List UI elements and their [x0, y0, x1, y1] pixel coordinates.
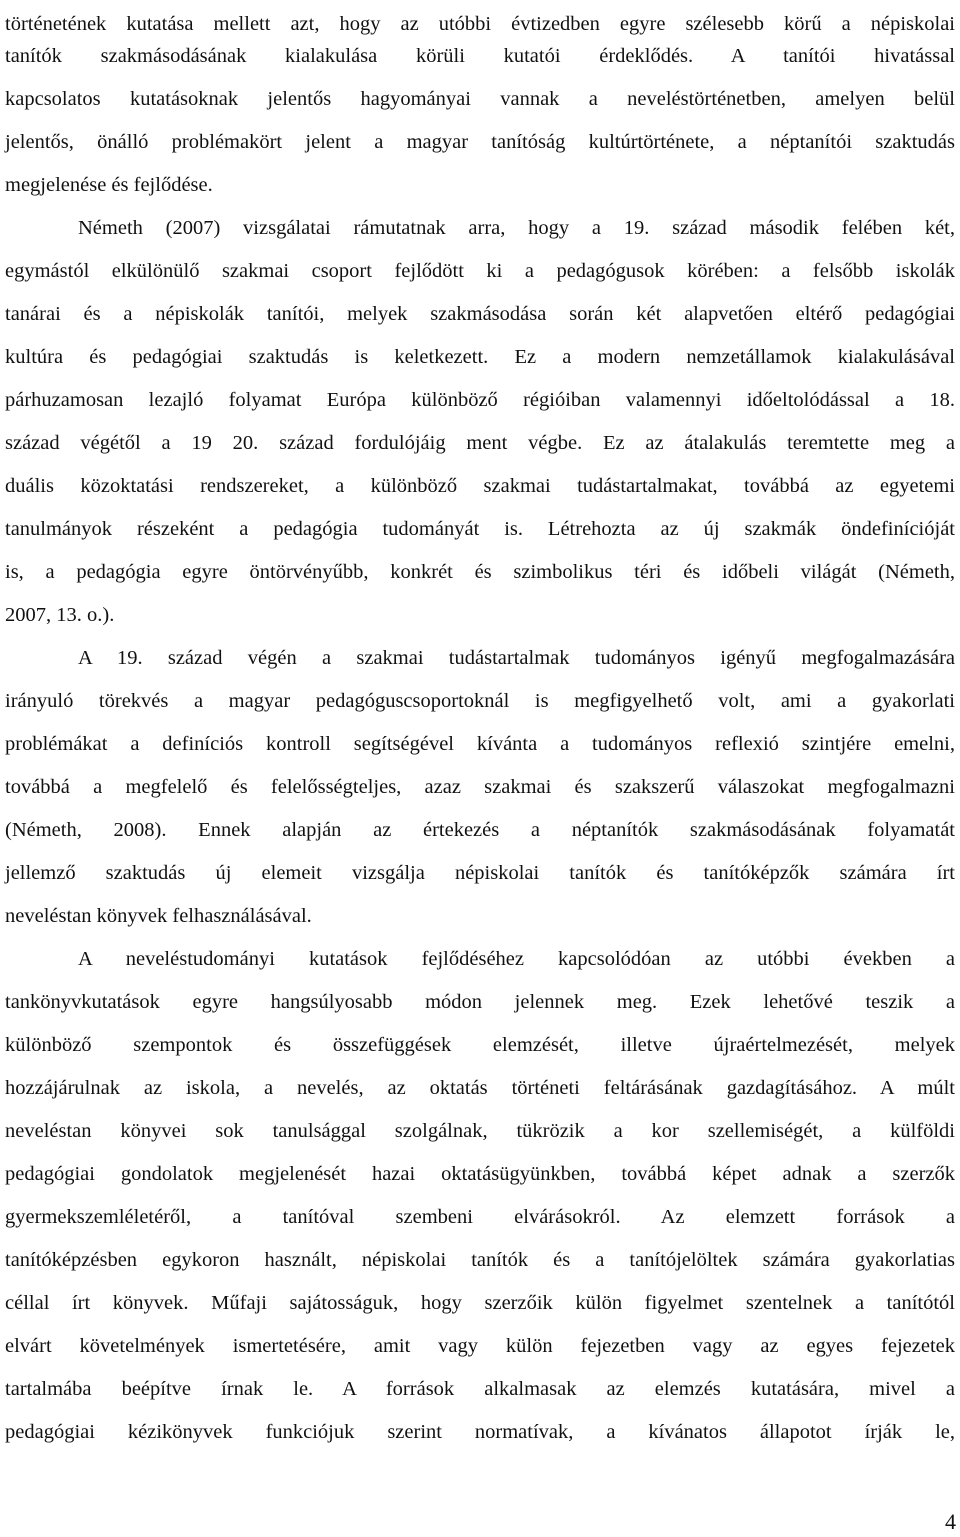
text-line: neveléstan könyvek felhasználásával.	[5, 905, 312, 927]
text-line: pedagógiai kézikönyvek funkciójuk szerint normatívak, a kívánatos állapotot írják le,	[5, 1421, 955, 1443]
text-line: kultúra és pedagógiai szaktudás is keletkezett. Ez a modern nemzetállamok kialakulásával	[5, 346, 955, 368]
text-line: 2007, 13. o.).	[5, 604, 115, 626]
text-line: duális közoktatási rendszereket, a különböző szakmai tudástartalmakat, továbbá az egyetemi	[5, 475, 955, 497]
text-line: irányuló törekvés a magyar pedagóguscsoportoknál is megfigyelhető volt, ami a gyakorlati	[5, 690, 955, 712]
text-line: tanítók szakmásodásának kialakulása körüli kutatói érdeklődés. A tanítói hivatással	[5, 45, 955, 67]
text-line: neveléstan könyvei sok tanulsággal szolgálnak, tükrözik a kor szellemiségét, a külföldi	[5, 1120, 955, 1142]
text-line: problémákat a definíciós kontroll segítségével kívánta a tudományos reflexió szintjére emelni,	[5, 733, 955, 755]
text-line: század végétől a 19 20. század fordulójáig ment végbe. Ez az átalakulás teremtette meg a	[5, 432, 955, 454]
text-line: hozzájárulnak az iskola, a nevelés, az oktatás történeti feltárásának gazdagításához. A múlt	[5, 1077, 955, 1099]
text-line: továbbá a megfelelő és felelősségteljes, azaz szakmai és szakszerű válaszokat megfogalmazni	[5, 776, 955, 798]
text-line: kapcsolatos kutatásoknak jelentős hagyományai vannak a neveléstörténetben, amelyen belül	[5, 88, 955, 110]
text-line: A neveléstudományi kutatások fejlődéséhez kapcsolódóan az utóbbi években a	[78, 948, 955, 970]
text-line: tanítóképzésben egykoron használt, népiskolai tanítók és a tanítójelöltek számára gyakorlatias	[5, 1249, 955, 1271]
text-line: A 19. század végén a szakmai tudástartalmak tudományos igényű megfogalmazására	[78, 647, 955, 669]
text-line: jellemző szaktudás új elemeit vizsgálja népiskolai tanítók és tanítóképzők számára írt	[5, 862, 955, 884]
text-line: gyermekszemléletéről, a tanítóval szembeni elvárásokról. Az elemzett források a	[5, 1206, 955, 1228]
page-number: 4	[945, 1509, 956, 1534]
text-line: különböző szempontok és összefüggések elemzését, illetve újraértelmezését, melyek	[5, 1034, 955, 1056]
text-line: megjelenése és fejlődése.	[5, 174, 213, 196]
text-line: jelentős, önálló problémakört jelent a magyar tanítóság kultúrtörténete, a néptanítói szaktudás	[5, 131, 955, 153]
text-line: pedagógiai gondolatok megjelenését hazai oktatásügyünkben, továbbá képet adnak a szerzők	[5, 1163, 955, 1185]
text-line: párhuzamosan lezajló folyamat Európa különböző régióiban valamennyi időeltolódással a 18.	[5, 389, 955, 411]
text-line: tankönyvkutatások egyre hangsúlyosabb módon jelennek meg. Ezek lehetővé teszik a	[5, 991, 955, 1013]
text-line: elvárt követelmények ismertetésére, amit vagy külön fejezetben vagy az egyes fejezetek	[5, 1335, 955, 1357]
text-line: céllal írt könyvek. Műfaji sajátosságuk, hogy szerzőik külön figyelmet szentelnek a tanítótól	[5, 1292, 955, 1314]
text-line: történetének kutatása mellett azt, hogy az utóbbi évtizedben egyre szélesebb körű a népiskolai	[5, 13, 955, 35]
text-line: tartalmába beépítve írnak le. A források alkalmasak az elemzés kutatására, mivel a	[5, 1378, 955, 1400]
text-line: Németh (2007) vizsgálatai rámutatnak arra, hogy a 19. század második felében két,	[78, 217, 955, 239]
text-line: tanulmányok részeként a pedagógia tudományát is. Létrehozta az új szakmák öndefinícióját	[5, 518, 955, 540]
text-line: (Németh, 2008). Ennek alapján az értekezés a néptanítók szakmásodásának folyamatát	[5, 819, 955, 841]
text-line: egymástól elkülönülő szakmai csoport fejlődött ki a pedagógusok körében: a felsőbb iskolák	[5, 260, 955, 282]
text-line: tanárai és a népiskolák tanítói, melyek szakmásodása során két alapvetően eltérő pedagógiai	[5, 303, 955, 325]
text-line: is, a pedagógia egyre öntörvényűbb, konkrét és szimbolikus téri és időbeli világát (Németh,	[5, 561, 955, 583]
